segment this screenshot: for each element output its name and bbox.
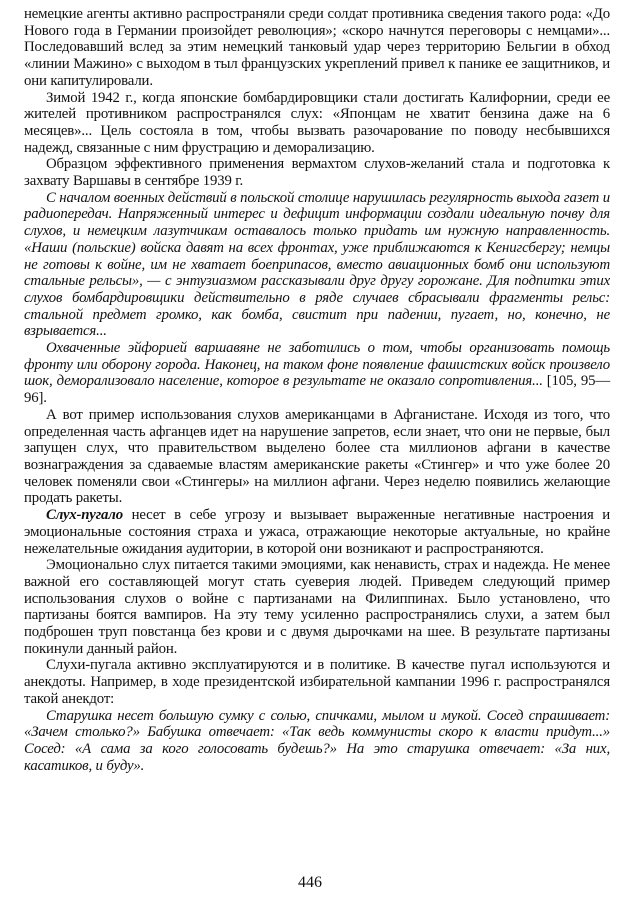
paragraph: Эмоционально слух питается такими эмоциями, как ненависть, страх и надежда. Не менее важной его составляющей могут стать суеверия людей. Приведем следующий пример использования слухов о войне с партизанами на Филиппинах. Было установлено, что партизаны боятся вампиров. На эту тему усиленно распространялись слухи, а затем был подброшен труп повстанца без крови и с двумя дырочками на шее. В результате партизаны покинули данный район. bbox=[24, 557, 610, 657]
paragraph bbox=[24, 507, 610, 557]
paragraph: Образцом эффективного применения вермахтом слухов-желаний стала и подготовка к захвату Варшавы в сентябре 1939 г. bbox=[24, 156, 610, 190]
paragraph: немецкие агенты активно распространяли среди солдат противника сведения такого рода: «До Нового года в Германии произойдет революция»; «скоро начнутся переговоры с немцами»... Последовавший вслед за этим немецкий танковый удар через территорию Бельгии в обход «линии Мажино» с выходом в тыл французских укреплений привел к панике ее защитников, и они капитулировали. bbox=[24, 6, 610, 89]
paragraph-text: несет в себе угрозу и вызывает выраженные негативные настроения и эмоциональные состояния страха и ужаса, отражающие некоторые актуальные, но крайне нежелательные ожидания аудитории, в которой они возникают и распространяются. bbox=[24, 507, 610, 557]
term-lead: Слух-пугало bbox=[46, 507, 123, 524]
body-text bbox=[24, 6, 610, 774]
paragraph: Зимой 1942 г., когда японские бомбардировщики стали достигать Калифорнии, среди ее жителей противником распространялся слух: «Японцам не хватит бензина даже на 6 месяцев»... Цель состояла в том, чтобы вызвать разочарование по поводу несбывшихся надежд, связанные с ним фрустрацию и деморализацию. bbox=[24, 89, 610, 156]
paragraph: Слухи-пугала активно эксплуатируются и в политике. В качестве пугал используются и анекдоты. Например, в ходе президентской избирательной кампании 1996 г. распространялся такой анекдот: bbox=[24, 657, 610, 707]
paragraph: А вот пример использования слухов американцами в Афганистане. Исходя из того, что определенная часть афганцев идет на нарушение запретов, если знает, что они не первые, был запущен слух, что правительством выделено более ста миллионов афгани в качестве вознаграждения за сдаваемые властям американские ракеты «Стингер» и что уже более 20 человек поменяли свои «Стингеры» на миллион афгани. Через неделю появились желающие продать ракеты. bbox=[24, 406, 610, 507]
italic-paragraph: С началом военных действий в польской столице нарушилась регулярность выхода газет и радиопередач. Напряженный интерес и дефицит информации создали идеальную почву для слухов, и немецким лазутчикам оставалось только придать им нужную направленность. «Наши (польские) войска давят на всех фронтах, уже приближаются к Кенигсбергу; немцы не готовы к войне, им не хватает боеприпасов, вместо авиационных бомб они используют стальные рельсы», — с энтузиазмом рассказывали друг другу горожане. Для подпитки этих слухов бомбардировщики действительно в ряде случаев сбрасывали фрагменты рельс: стальной предмет громко, как бомба, свистит при падении, пугает, но, конечно, не взрывается... bbox=[24, 189, 610, 340]
citation-reference: [105, 95—96]. bbox=[24, 373, 610, 407]
italic-paragraph bbox=[24, 340, 610, 407]
page-number: 446 bbox=[298, 874, 322, 891]
italic-paragraph-text: Охваченные эйфорией варшавяне не заботились о том, чтобы организовать помощь фронту или оборону города. Наконец, на таком фоне появление фашистских войск произвело шок, деморализовало население, которое в результате не оказало сопротивления... bbox=[24, 340, 610, 390]
italic-paragraph: Старушка несет большую сумку с солью, спичками, мылом и мукой. Сосед спрашивает: «Зачем столько?» Бабушка отвечает: «Так ведь коммунисты скоро к власти придут...» Сосед: «А сама за кого голосовать будешь?» На это старушка отвечает: «За них, касатиков, и буду». bbox=[24, 707, 610, 774]
